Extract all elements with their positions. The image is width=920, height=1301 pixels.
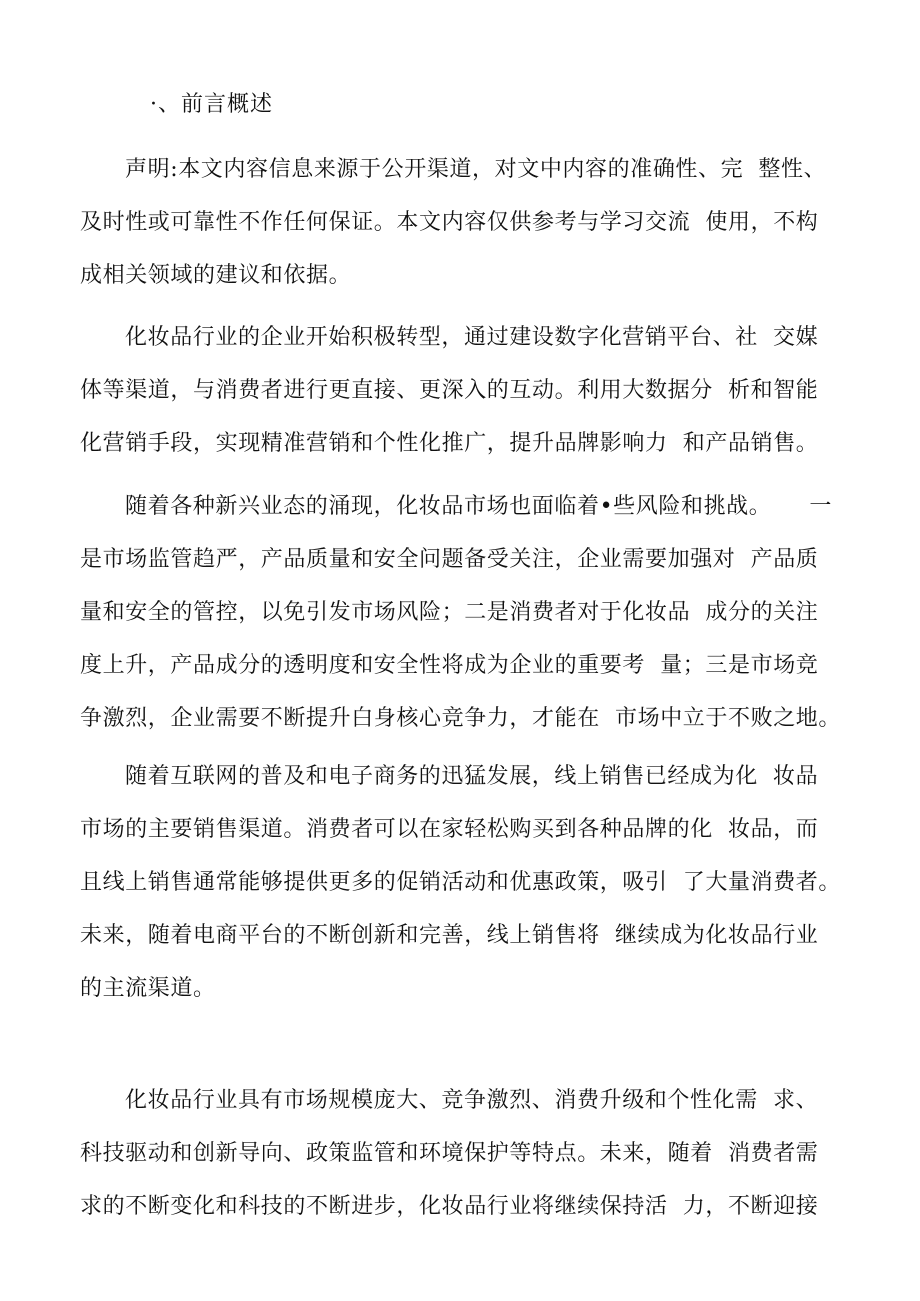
paragraph-risks xyxy=(80,480,850,745)
paragraph-line: 未来，随着电商平台的不断创新和完善，线上销售将 继续成为化妆品行业 xyxy=(80,923,819,948)
paragraph-line: 化妆品行业的企业开始积极转型，通过建设数字化营销平台、社 交媒 xyxy=(125,325,819,350)
paragraph-line: 且线上销售通常能够提供更多的促销活动和优惠政策，吸引 了大量消费者。 xyxy=(80,870,841,895)
paragraph-line: 市场的主要销售渠道。消费者可以在家轻松购买到各种品牌的化 妆品，而 xyxy=(80,817,819,842)
paragraph-industry-features xyxy=(80,1074,850,1233)
paragraph-line: 量和安全的管控，以免引发市场风险；二是消费者对于化妆品 成分的关注 xyxy=(80,600,819,625)
paragraph-line: 化营销手段，实现精准营销和个性化推广，提升品牌影响力 和产品销售。 xyxy=(80,431,819,456)
paragraph-disclaimer xyxy=(80,143,850,302)
paragraph-line: 体等渠道，与消费者进行更直接、更深入的互动。利用大数据分 析和智能 xyxy=(80,378,819,403)
paragraph-line: 的主流渠道。 xyxy=(80,976,216,1001)
paragraph-line: 随着各种新兴业态的涌现，化妆品市场也面临着•些风险和挑战。 一 xyxy=(125,494,832,519)
paragraph-line: 声明:本文内容信息来源于公开渠道，对文中内容的准确性、完 整性、 xyxy=(125,157,827,182)
paragraph-line: 求的不断变化和科技的不断进步，化妆品行业将继续保持活 力，不断迎接 xyxy=(80,1194,819,1219)
paragraph-line: 度上升，产品成分的透明度和安全性将成为企业的重要考 量；三是市场竞 xyxy=(80,653,819,678)
section-heading: ·、前言概述 xyxy=(150,92,273,117)
paragraph-digital-transformation xyxy=(80,311,850,470)
paragraph-line: 随着互联网的普及和电子商务的迅猛发展，线上销售已经成为化 妆品 xyxy=(125,764,819,789)
paragraph-line: 是市场监管趋严，产品质量和安全问题备受关注，企业需要加强对 产品质 xyxy=(80,547,819,572)
paragraph-line: 成相关领域的建议和依据。 xyxy=(80,263,352,288)
paragraph-line: 化妆品行业具有市场规模庞大、竞争激烈、消费升级和个性化需 求、 xyxy=(125,1088,819,1113)
paragraph-line: 科技驱动和创新导向、政策监管和环境保护等特点。未来，随着 消费者需 xyxy=(80,1141,819,1166)
paragraph-line: 争激烈，企业需要不断提升白身核心竞争力，才能在 市场中立于不败之地。 xyxy=(80,706,841,731)
paragraph-online-sales xyxy=(80,750,850,1015)
paragraph-line: 及时性或可靠性不作任何保证。本文内容仅供参考与学习交流 使用，不构 xyxy=(80,210,819,235)
